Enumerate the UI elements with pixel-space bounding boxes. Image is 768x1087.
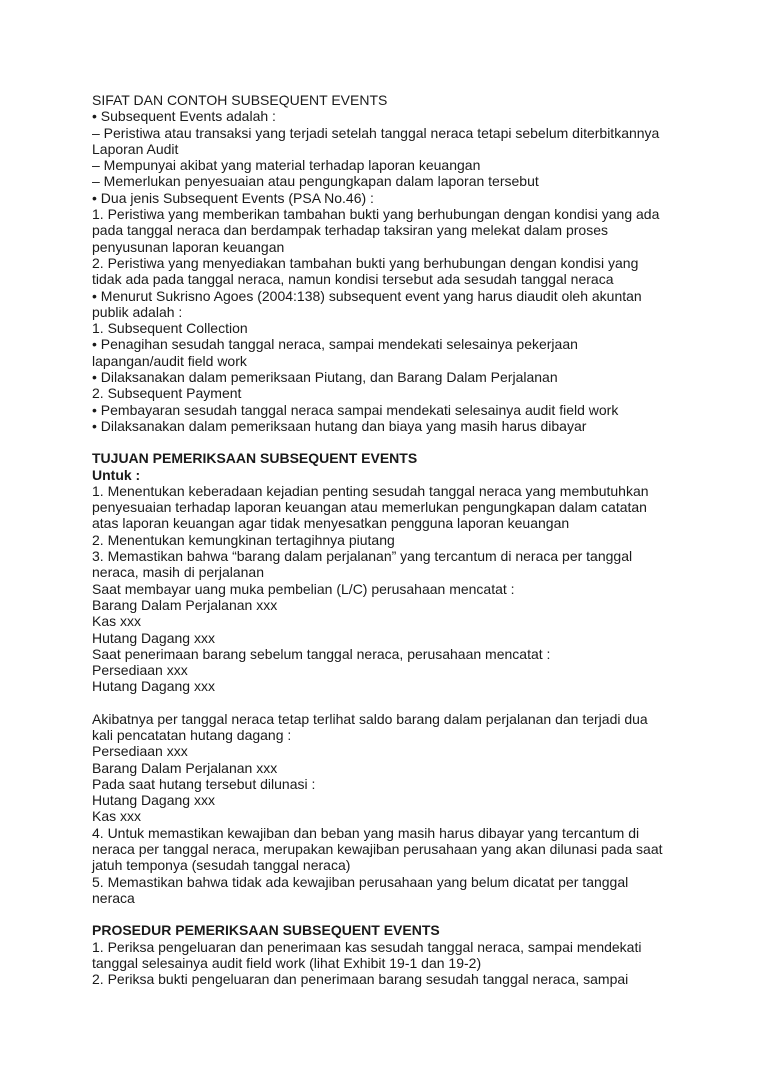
text-line: 2. Menentukan kemungkinan tertagihnya piutang — [92, 531, 395, 548]
text-line: penyusunan laporan keuangan — [92, 238, 285, 255]
text-line: – Peristiwa atau transaksi yang terjadi setelah tanggal neraca tetapi sebelum diterbitkannya — [92, 124, 660, 141]
text-line: • Menurut Sukrisno Agoes (2004:138) subsequent event yang harus diaudit oleh akuntan — [92, 287, 642, 304]
text-line: 5. Memastikan bahwa tidak ada kewajiban perusahaan yang belum dicatat per tanggal — [92, 873, 629, 890]
section-tujuan — [92, 450, 692, 906]
text-line: Laporan Audit — [92, 140, 179, 157]
text-line: 1. Periksa pengeluaran dan penerimaan kas sesudah tanggal neraca, sampai mendekati — [92, 938, 642, 955]
text-line: • Subsequent Events adalah : — [92, 108, 276, 125]
text-line: Barang Dalam Perjalanan xxx — [92, 596, 278, 613]
text-line: – Memerlukan penyesuaian atau pengungkapan dalam laporan tersebut — [92, 173, 539, 190]
text-line: • Dilaksanakan dalam pemeriksaan hutang dan biaya yang masih harus dibayar — [92, 417, 587, 434]
text-line: neraca per tanggal neraca, merupakan kewajiban perusahaan yang akan dilunasi pada saat — [92, 841, 663, 858]
text-line: • Dua jenis Subsequent Events (PSA No.46) : — [92, 189, 374, 206]
text-line: Hutang Dagang xxx — [92, 678, 215, 695]
text-line: Saat membayar uang muka pembelian (L/C) perusahaan mencatat : — [92, 580, 515, 597]
text-line: publik adalah : — [92, 303, 183, 320]
text-line: Kas xxx — [92, 808, 142, 825]
text-line: neraca — [92, 889, 135, 906]
text-line: 1. Peristiwa yang memberikan tambahan bukti yang berhubungan dengan kondisi yang ada — [92, 206, 660, 223]
text-line: • Pembayaran sesudah tanggal neraca sampai mendekati selesainya audit field work — [92, 401, 619, 418]
text-line: Kas xxx — [92, 613, 142, 630]
paragraph-gap — [92, 695, 692, 711]
text-line: 3. Memastikan bahwa “barang dalam perjalanan” yang tercantum di neraca per tanggal — [92, 548, 633, 565]
text-line: neraca, masih di perjalanan — [92, 564, 264, 581]
paragraph-gap — [92, 906, 692, 922]
text-line: Akibatnya per tanggal neraca tetap terlihat saldo barang dalam perjalanan dan terjadi dua — [92, 710, 648, 727]
text-line: kali pencatatan hutang dagang : — [92, 726, 292, 743]
text-line: • Dilaksanakan dalam pemeriksaan Piutang, dan Barang Dalam Perjalanan — [92, 369, 558, 386]
text-line: pada tanggal neraca dan berdampak terhadap taksiran yang melekat dalam proses — [92, 222, 608, 239]
text-line: atas laporan keuangan agar tidak menyesatkan pengguna laporan keuangan — [92, 515, 570, 532]
text-line: jatuh temponya (sesudah tanggal neraca) — [92, 857, 351, 874]
text-line: tanggal selesainya audit field work (lihat Exhibit 19-1 dan 19-2) — [92, 954, 482, 971]
section-subtitle: Untuk : — [92, 466, 141, 483]
text-line: Saat penerimaan barang sebelum tanggal neraca, perusahaan mencatat : — [92, 645, 551, 662]
document-page — [92, 92, 692, 987]
text-line: 2. Peristiwa yang menyediakan tambahan bukti yang berhubungan dengan kondisi yang — [92, 254, 639, 271]
text-line: penyesuaian terhadap laporan keuangan atau memerlukan pengungkapan dalam catatan — [92, 499, 647, 516]
text-line: – Mempunyai akibat yang material terhadap laporan keuangan — [92, 157, 481, 174]
paragraph-gap — [92, 434, 692, 450]
text-line: tidak ada pada tanggal neraca, namun kondisi tersebut ada sesudah tanggal neraca — [92, 271, 614, 288]
text-line: Barang Dalam Perjalanan xxx — [92, 759, 278, 776]
text-line: lapangan/audit field work — [92, 352, 247, 369]
section-title: SIFAT DAN CONTOH SUBSEQUENT EVENTS — [92, 92, 388, 108]
text-line: 2. Periksa bukti pengeluaran dan penerimaan barang sesudah tanggal neraca, sampai — [92, 971, 629, 988]
text-line: 1. Subsequent Collection — [92, 320, 248, 337]
text-line: Persediaan xxx — [92, 662, 188, 679]
section-title: PROSEDUR PEMERIKSAAN SUBSEQUENT EVENTS — [92, 922, 440, 939]
text-line: Pada saat hutang tersebut dilunasi : — [92, 775, 316, 792]
section-prosedur — [92, 922, 692, 987]
text-line: 1. Menentukan keberadaan kejadian penting sesudah tanggal neraca yang membutuhkan — [92, 482, 649, 499]
text-line: Persediaan xxx — [92, 743, 188, 760]
section-title: TUJUAN PEMERIKSAAN SUBSEQUENT EVENTS — [92, 450, 418, 467]
text-line: 4. Untuk memastikan kewajiban dan beban yang masih harus dibayar yang tercantum di — [92, 824, 640, 841]
section-sifat — [92, 92, 692, 434]
text-line: 2. Subsequent Payment — [92, 385, 242, 402]
text-line: • Penagihan sesudah tanggal neraca, sampai mendekati selesainya pekerjaan — [92, 336, 578, 353]
text-line: Hutang Dagang xxx — [92, 629, 215, 646]
text-line: Hutang Dagang xxx — [92, 792, 215, 809]
